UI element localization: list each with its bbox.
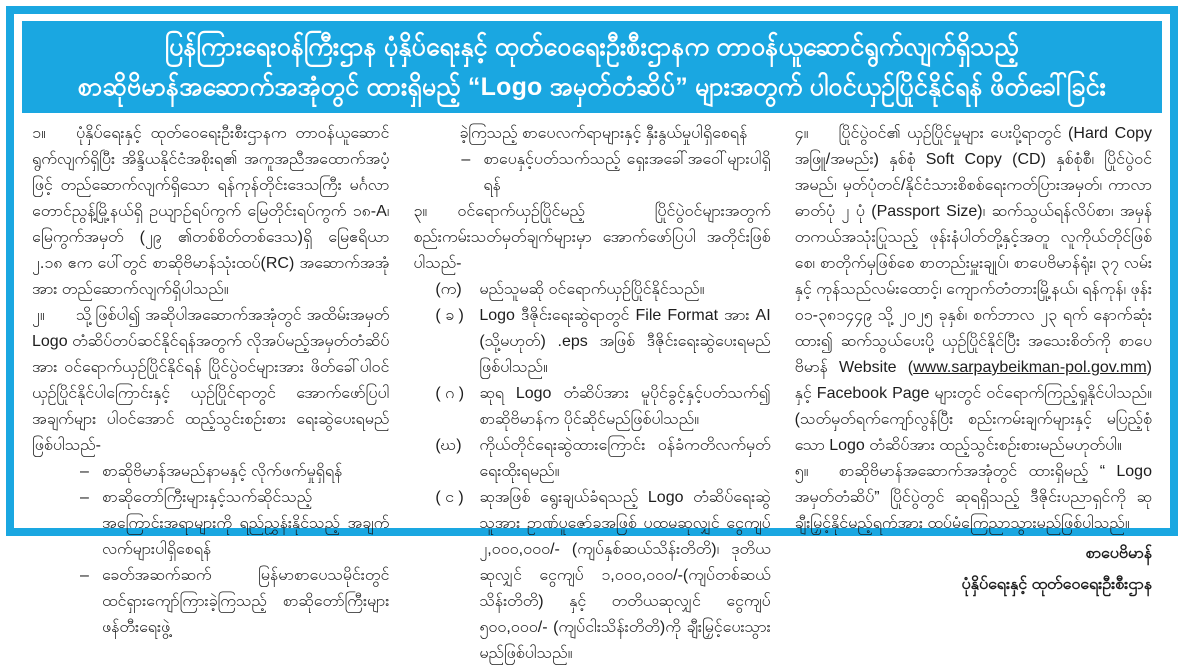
requirement-bullet-4 bbox=[413, 147, 770, 199]
rule-item-gha bbox=[413, 433, 770, 485]
paragraph-2-number: ၂။ bbox=[32, 307, 45, 324]
rule-item-ka-label: (က) bbox=[435, 281, 462, 298]
bullet-3-continuation: ခဲ့ကြသည့် စာပေလက်ရာများနှင့် နှီးနွယ်မှုပါရှိစေရန် bbox=[459, 125, 748, 142]
requirement-bullet-3-text: ခေတ်အဆက်ဆက် မြန်မာစာပေသမိုင်းတွင် ထင်ရှားကျော်ကြားခဲ့ကြသည့် စာဆိုတော်ကြီးများ ဖန်တီးရေးဖွဲ့ bbox=[102, 567, 390, 636]
rule-item-ga-text: ဆုရ Logo တံဆိပ်အား မူပိုင်ခွင့်နှင့်ပတ်သက်၍ စာဆိုဗိမာန်က ပိုင်ဆိုင်မည်ဖြစ်ပါသည်။ bbox=[479, 385, 771, 428]
requirement-bullet-1 bbox=[32, 459, 389, 485]
paragraph-5-text: စာဆိုဗိမာန်အဆောက်အအုံတွင် ထားရှိမည့် “ Logo အမှတ်တံဆိပ်” ပြိုင်ပွဲတွင် ဆုရရှိသည့် ဒီဇိုင်းပညာရှင်ကို ဆုချီးမြှင့်နိုင်မည့်ရက်အား ထပ်မံကြေညာသွားမည်ဖြစ်ပါသည်။ bbox=[794, 463, 1152, 532]
bullet-dash: – bbox=[461, 151, 471, 168]
notice-body bbox=[22, 113, 1162, 667]
rule-item-gha-label: (ဃ) bbox=[435, 437, 462, 454]
paragraph-1-text: ပုံနှိပ်ရေးနှင့် ထုတ်ဝေရေးဦးစီးဌာနက တာဝန်ယူဆောင်ရွက်လျက်ရှိပြီး အိန္ဒိယနိုင်ငံအစိုးရ၏ အကူအညီအထောက်အပံ့ဖြင့် တည်ဆောက်လျက်ရှိသော ရန်ကုန်တိုင်းဒေသကြီး မင်္ဂလာတောင်ညွန့်မြို့နယ်ရှိ ဥယျာဉ်ရပ်ကွက် မြေတိုင်းရပ်ကွက် ၁၈-A၊ မြေကွက်အမှတ် (၂၉ ၏တစ်စိတ်တစ်ဒေသ)ရှိ မြေဧရိယာ ၂.၁၈ ဧက ပေါ်တွင် စာဆိုဗိမာန်သုံးထပ်(RC) အဆောက်အအုံအား တည်ဆောက်လျက်ရှိပါသည်။ bbox=[32, 125, 390, 298]
requirement-bullet-2 bbox=[32, 485, 389, 563]
banner-title-line2: စာဆိုဗိမာန်အဆောက်အအုံတွင် ထားရှိမည့် “Logo အမှတ်တံဆိပ်” များအတွက် ပါဝင်ယှဉ်ပြိုင်နိုင်ရန် ဖိတ်ခေါ်ခြင်း bbox=[77, 73, 1107, 101]
banner-title-line1: ပြန်ကြားရေးဝန်ကြီးဌာန ပုံနှိပ်ရေးနှင့် ထုတ်ဝေရေးဦးစီးဌာနက တာဝန်ယူဆောင်ရွက်လျက်ရှိသည့် bbox=[164, 33, 1020, 61]
rule-item-ga bbox=[413, 381, 770, 433]
column-2 bbox=[413, 121, 770, 667]
website-url[interactable]: www.sarpaybeikman-pol.gov.mm bbox=[913, 359, 1147, 376]
rule-item-kha bbox=[413, 303, 770, 381]
bullet-dash: – bbox=[80, 463, 89, 480]
header-banner bbox=[22, 21, 1162, 113]
paragraph-3-number: ၃။ bbox=[413, 203, 428, 220]
paragraph-4-text-before-url: ပြိုင်ပွဲဝင်၏ ယှဉ်ပြိုင်မှုများ ပေးပို့ရာတွင် (Hard Copy အဖြူ/အမည်း) နှစ်စုံ Soft Copy (CD) နှစ်စုံစီ၊ ပြိုင်ပွဲဝင် အမည်၊ မှတ်ပုံတင်/နိုင်ငံသားစိစစ်ရေးကတ်ပြားအမှတ်၊ ကာလာဓာတ်ပုံ ၂ ပုံ (Passport Size)၊ ဆက်သွယ်ရန်လိပ်စာ၊ အမှန်တကယ်အသုံးပြုသည့် ဖုန်းနံပါတ်တို့နှင့်အတူ လူကိုယ်တိုင်ဖြစ်စေ၊ စာတိုက်မှဖြစ်စေ စာတည်းမှူးချုပ်၊ စာပေဗိမာန်ရုံး၊ ၃၇ လမ်းနှင့် ကုန်သည်လမ်းထောင့်၊ ကျောက်တံတားမြို့နယ်၊ ရန်ကုန်၊ ဖုန်း ၀၁-၃၈၁၄၄၉ သို့ ၂၀၂၅ ခုနှစ်၊ စက်ဘာလ ၂၃ ရက် နောက်ဆုံးထား၍ ဆက်သွယ်ပေးပို့ ယှဉ်ပြိုင်နိုင်ပြီး အသေးစိတ်ကို စာပေဗိမာန် Website ( bbox=[794, 125, 1152, 376]
rule-item-kha-label: ( ခ ) bbox=[435, 307, 464, 324]
requirement-bullet-3 bbox=[32, 563, 389, 641]
signature-department-short: စာပေဗိမာန် bbox=[1085, 545, 1152, 562]
paragraph-3 bbox=[413, 199, 770, 277]
rule-item-gha-text: ကိုယ်တိုင်ရေးဆွဲထားကြောင်း ဝန်ခံကတိလက်မှတ် ရေးထိုးရမည်။ bbox=[479, 437, 771, 480]
rule-item-ka bbox=[413, 277, 770, 303]
rule-item-ka-text: မည်သူမဆို ဝင်ရောက်ယှဉ်ပြိုင်နိုင်သည်။ bbox=[479, 281, 705, 298]
paragraph-4-number: ၄။ bbox=[794, 125, 809, 142]
requirement-bullet-4-text: စာပေနှင့်ပတ်သက်သည့် ရှေးအခေါ်အဝေါ်များပါရှိရန် bbox=[483, 151, 771, 194]
rule-item-nga-text: ဆုအဖြစ် ရွေးချယ်ခံရသည့် Logo တံဆိပ်ရေးဆွဲသူအား ဥာဏ်ပူဇော်ခအဖြစ် ပထမဆုလျှင် ငွေကျပ် ၂,၀၀၀,၀၀၀/- (ကျပ်နှစ်ဆယ်သိန်းတိတိ)၊ ဒုတိယဆုလျှင် ငွေကျပ် ၁,၀၀၀,၀၀၀/-(ကျပ်တစ်ဆယ်သိန်းတိတိ) နှင့် တတိယဆုလျှင် ငွေကျပ် ၅၀၀,၀၀၀/- (ကျပ်ငါးသိန်းတိတိ)ကို ချီးမြှင့်ပေးသွားမည်ဖြစ်ပါသည်။ bbox=[479, 489, 771, 662]
paragraph-1-number: ၁။ bbox=[32, 125, 46, 142]
column-1 bbox=[32, 121, 389, 667]
bullet-dash: – bbox=[80, 567, 89, 584]
paragraph-2 bbox=[32, 303, 389, 459]
requirement-bullet-2-text: စာဆိုတော်ကြီးများနှင့်သက်ဆိုင်သည့်အကြောင်းအရာများကို ရည်ညွှန်းနိုင်သည့် အချက်လက်များပါရှိစေရန် bbox=[102, 489, 390, 558]
paragraph-4-text-after-url: ) နှင့် Facebook Page များတွင် ဝင်ရောက်ကြည့်ရှုနိုင်ပါသည်။ (သတ်မှတ်ရက်ကျော်လွန်ပြီး စည်းကမ်းချက်များနှင့် မပြည့်စုံသော Logo တံဆိပ်အား ထည့်သွင်းစဉ်းစားမည်မဟုတ်ပါ။ bbox=[794, 359, 1152, 454]
notice-frame bbox=[6, 6, 1178, 662]
signature-department-full: ပုံနှိပ်ရေးနှင့် ထုတ်ဝေရေးဦးစီးဌာန bbox=[961, 576, 1152, 593]
bullet-dash: – bbox=[80, 489, 89, 506]
paragraph-1 bbox=[32, 121, 389, 303]
rule-item-nga-label: ( င ) bbox=[435, 489, 464, 506]
rule-item-ga-label: ( ဂ ) bbox=[435, 385, 465, 402]
requirement-bullet-1-text: စာဆိုဗိမာန်အမည်နာမနှင့် လိုက်ဖက်မှုရှိရန် bbox=[102, 463, 343, 480]
paragraph-3-text: ဝင်ရောက်ယှဉ်ပြိုင်မည့် ပြိုင်ပွဲဝင်များအတွက် စည်းကမ်းသတ်မှတ်ချက်များမှာ အောက်ဖော်ပြပါ အတိုင်းဖြစ်ပါသည်- bbox=[413, 203, 771, 272]
paragraph-5-number: ၅။ bbox=[794, 463, 809, 480]
column-3 bbox=[795, 121, 1152, 667]
rule-item-nga bbox=[413, 485, 770, 667]
rule-item-kha-text: Logo ဒီဇိုင်းရေးဆွဲရာတွင် File Format အား AI (သို့မဟုတ်) .eps အဖြစ် ဒီဇိုင်းရေးဆွဲပေးရမည် ဖြစ်ပါသည်။ bbox=[479, 307, 771, 376]
paragraph-2-text: သို့ဖြစ်ပါ၍ အဆိုပါအဆောက်အအုံတွင် အထိမ်းအမှတ် Logo တံဆိပ်တပ်ဆင်နိုင်ရန်အတွက် လိုအပ်မည့်အမှတ်တံဆိပ်အား ဝင်ရောက်ယှဉ်ပြိုင်နိုင်ရန် ပြိုင်ပွဲဝင်များအား ဖိတ်ခေါ်ပါဝင်ယှဉ်ပြိုင်နိုင်ပါကြောင်းနှင့် ယှဉ်ပြိုင်ရာတွင် အောက်ဖော်ပြပါအချက်များ ပါဝင်အောင် ထည့်သွင်းစဉ်းစား ရေးဆွဲပေးရမည်ဖြစ်ပါသည်- bbox=[32, 307, 390, 454]
paragraph-5 bbox=[795, 459, 1152, 537]
paragraph-4 bbox=[795, 121, 1152, 459]
